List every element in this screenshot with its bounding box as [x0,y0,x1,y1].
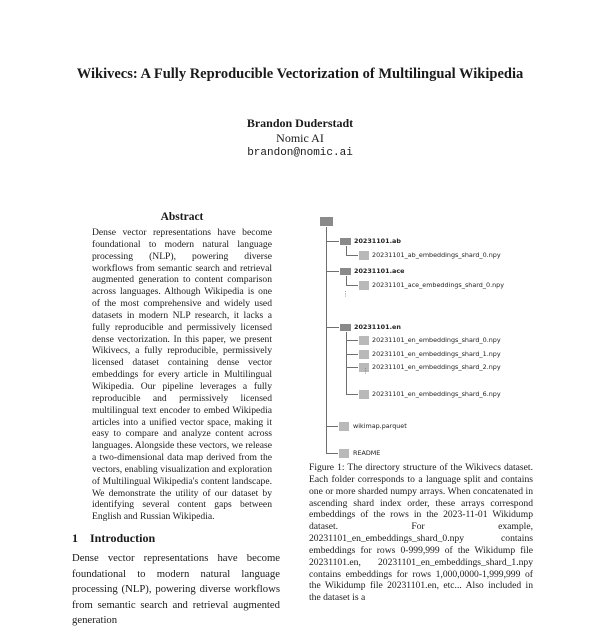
file-label-wikimap: wikimap.parquet [353,422,407,430]
author-email: brandon@nomic.ai [247,147,353,159]
figure-caption: Figure 1: The directory structure of the Wikivecs dataset. Each folder corresponds to a language split and contains one or more sharded numpy arrays. When concatenated in ascending shard index order, these arrays correspond embeddings of the rows in the 2023-11-01 Wikidump dataset. For example, 20231101_en_embeddings_shard_0.npy contains embeddings for rows 0-999,999 of the Wikidump file 20231101.en, 20231101_en_embeddings_shard_1.npy contains embeddings for rows 1,000,0000-1,999,999 of the Wikidump file 20231101.en, etc... Also included in the dataset is a [309,462,533,604]
folder-icon [340,324,351,331]
file-icon [359,251,369,260]
tree-connector-line [346,340,358,341]
root-folder-icon [320,217,333,226]
tree-connector-line [346,332,347,394]
paper-title: Wikivecs: A Fully Reproducible Vectorization of Multilingual Wikipedia [76,66,524,82]
folder-label-ab: 20231101.ab [354,237,401,245]
author-block [0,116,600,161]
file-icon [359,390,369,399]
tree-connector-line [346,285,358,286]
tree-connector-line [326,241,339,242]
folder-label-ace: 20231101.ace [354,267,405,275]
file-icon [339,422,349,431]
tree-connector-line [346,255,358,256]
tree-connector-line [326,453,338,454]
section-title: Introduction [90,531,156,545]
abstract-heading: Abstract [160,211,204,223]
tree-connector-line [326,271,339,272]
file-icon [359,350,369,359]
file-label-readme: README [353,449,381,457]
introduction-body: Dense vector representations have become foundational to modern natural language processing (NLP), powering diverse workflows from semantic search and retrieval augmented generation [72,552,280,626]
file-label-en-shard-0: 20231101_en_embeddings_shard_0.npy [372,336,501,344]
tree-connector-line [326,426,338,427]
tree-connector-line [326,227,327,453]
folder-label-en: 20231101.en [354,323,401,331]
section-number: 1 [72,531,78,545]
file-label-ace-shard-0: 20231101_ace_embeddings_shard_0.npy [372,281,504,289]
file-icon [339,449,349,458]
tree-ellipsis: ⋮ [362,367,369,375]
directory-tree-figure [306,210,534,460]
folder-icon [340,268,351,275]
file-label-ab-shard-0: 20231101_ab_embeddings_shard_0.npy [372,251,501,259]
author-affiliation: Nomic AI [276,131,324,145]
abstract-body: Dense vector representations have become foundational to modern natural language processing (NLP), powering diverse workflows from semantic search and retrieval augmented generation to content comparison across languages. Although Wikipedia is one of the most comprehensive and widely used datasets in modern NLP research, it lacks a fully reproducible and permissively licensed dense vectorization. In this paper, we present Wikivecs, a fully reproducible, permissively licensed dataset containing dense vector embeddings for every article in Multilingual Wikipedia. Our pipeline leverages a fully reproducible and permissively licensed multilingual text encoder to embed Wikipedia articles into a unified vector space, making it easy to compare and analyze content across languages. Alongside these vectors, we release a two-dimensional data map derived from the vectors, enabling visualization and exploration of Multilingual Wikipedia's content landscape. We demonstrate the utility of our dataset by identifying several content gaps between English and Russian Wikipedia. [92,227,272,523]
folder-icon [340,238,351,245]
tree-ellipsis: ⋮ [342,290,349,298]
tree-connector-line [346,367,358,368]
file-label-en-shard-1: 20231101_en_embeddings_shard_1.npy [372,350,501,358]
file-icon [359,281,369,290]
tree-connector-line [326,327,339,328]
file-icon [359,336,369,345]
file-label-en-shard-6: 20231101_en_embeddings_shard_6.npy [372,390,501,398]
section-heading-introduction [72,531,155,546]
tree-connector-line [346,354,358,355]
tree-connector-line [346,394,358,395]
file-label-en-shard-2: 20231101_en_embeddings_shard_2.npy [372,363,501,371]
author-name: Brandon Duderstadt [246,116,354,130]
